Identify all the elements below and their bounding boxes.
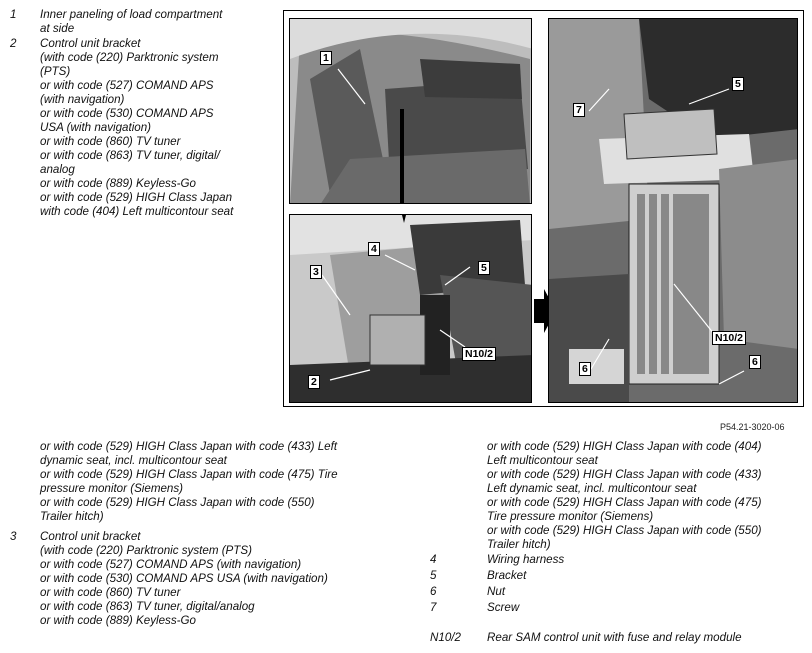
item-text: or with code (863) TV tuner, digital/analog: [40, 600, 255, 613]
legend-number: 4: [430, 553, 437, 566]
item-text: or with code (529) HIGH Class Japan with code (475): [487, 496, 762, 509]
legend-item-6: [430, 585, 810, 601]
sam-module-illustration: [549, 19, 798, 403]
legend-text: Rear SAM control unit with fuse and relay module: [487, 631, 742, 644]
trunk-illustration: [290, 19, 532, 204]
item-text: Trailer hitch): [40, 510, 104, 523]
item-text: or with code (529) HIGH Class Japan with code (404): [487, 440, 762, 453]
legend-item-7: [430, 601, 810, 617]
item-text: (with code (220) Parktronic system: [40, 51, 219, 64]
item-number: 3: [10, 530, 17, 543]
figure-frame: [283, 10, 804, 407]
legend-item-n10-2: [430, 631, 810, 647]
item-text: (PTS): [40, 65, 71, 78]
item-text: or with code (529) HIGH Class Japan with code (433) Left: [40, 440, 338, 453]
item-text: USA (with navigation): [40, 121, 152, 134]
item-text: or with code (527) COMAND APS (with navigation): [40, 558, 302, 571]
item-text: or with code (860) TV tuner: [40, 586, 181, 599]
callout-6: 6: [749, 355, 761, 369]
callout-3: 3: [310, 265, 322, 279]
item-text: or with code (863) TV tuner, digital/: [40, 149, 220, 162]
legend-text: Nut: [487, 585, 506, 598]
item-text: Control unit bracket: [40, 37, 141, 50]
item-2-continued: [40, 440, 400, 524]
item-text: Control unit bracket: [40, 530, 141, 543]
item-text: Left multicontour seat: [487, 454, 598, 467]
legend-text: Screw: [487, 601, 520, 614]
legend-text: Wiring harness: [487, 553, 565, 566]
item-3-continued: [487, 440, 807, 552]
callout-4: 4: [368, 242, 380, 256]
legend-number: 5: [430, 569, 437, 582]
callout-n10-2: N10/2: [462, 347, 496, 361]
legend-text: Bracket: [487, 569, 527, 582]
item-text: or with code (529) HIGH Class Japan: [40, 191, 233, 204]
item-text: or with code (530) COMAND APS: [40, 107, 214, 120]
item-text: dynamic seat, incl. multicontour seat: [40, 454, 227, 467]
item-text: Inner paneling of load compartment: [40, 8, 223, 21]
callout-1: 1: [320, 51, 332, 65]
item-number: 2: [10, 37, 17, 50]
item-text: or with code (530) COMAND APS USA (with navigation): [40, 572, 328, 585]
photo-bracket-detail: [289, 214, 532, 403]
item-text: or with code (529) HIGH Class Japan with code (475) Tire: [40, 468, 338, 481]
item-text: pressure monitor (Siemens): [40, 482, 184, 495]
item-text: with code (404) Left multicontour seat: [40, 205, 234, 218]
legend-number: 6: [430, 585, 437, 598]
item-text: Left dynamic seat, incl. multicontour seat: [487, 482, 697, 495]
callout-5: 5: [478, 261, 490, 275]
callout-n10-2: N10/2: [712, 331, 746, 345]
item-text: analog: [40, 163, 75, 176]
item-text: or with code (860) TV tuner: [40, 135, 181, 148]
item-text: or with code (889) Keyless-Go: [40, 614, 196, 627]
item-text: at side: [40, 22, 75, 35]
legend-number: N10/2: [430, 631, 461, 644]
item-text: (with code (220) Parktronic system (PTS): [40, 544, 252, 557]
item-text: or with code (529) HIGH Class Japan with code (550): [487, 524, 762, 537]
bracket-illustration: [290, 215, 532, 403]
item-text: Tire pressure monitor (Siemens): [487, 510, 654, 523]
item-text: or with code (529) HIGH Class Japan with code (433): [487, 468, 762, 481]
photo-trunk: [289, 18, 532, 204]
photo-sam-module: [548, 18, 798, 403]
item-text: or with code (529) HIGH Class Japan with code (550): [40, 496, 315, 509]
callout-2: 2: [308, 375, 320, 389]
legend: [430, 553, 810, 647]
callout-6: 6: [579, 362, 591, 376]
item-text: or with code (889) Keyless-Go: [40, 177, 196, 190]
callout-5: 5: [732, 77, 744, 91]
legend-item-5: [430, 569, 810, 585]
item-text: Trailer hitch): [487, 538, 551, 551]
item-text: or with code (527) COMAND APS: [40, 79, 214, 92]
figure-code: P54.21-3020-06: [720, 422, 785, 432]
item-text: (with navigation): [40, 93, 125, 106]
item-number: 1: [10, 8, 17, 21]
callout-7: 7: [573, 103, 585, 117]
legend-number: 7: [430, 601, 437, 614]
legend-item-4: [430, 553, 810, 569]
